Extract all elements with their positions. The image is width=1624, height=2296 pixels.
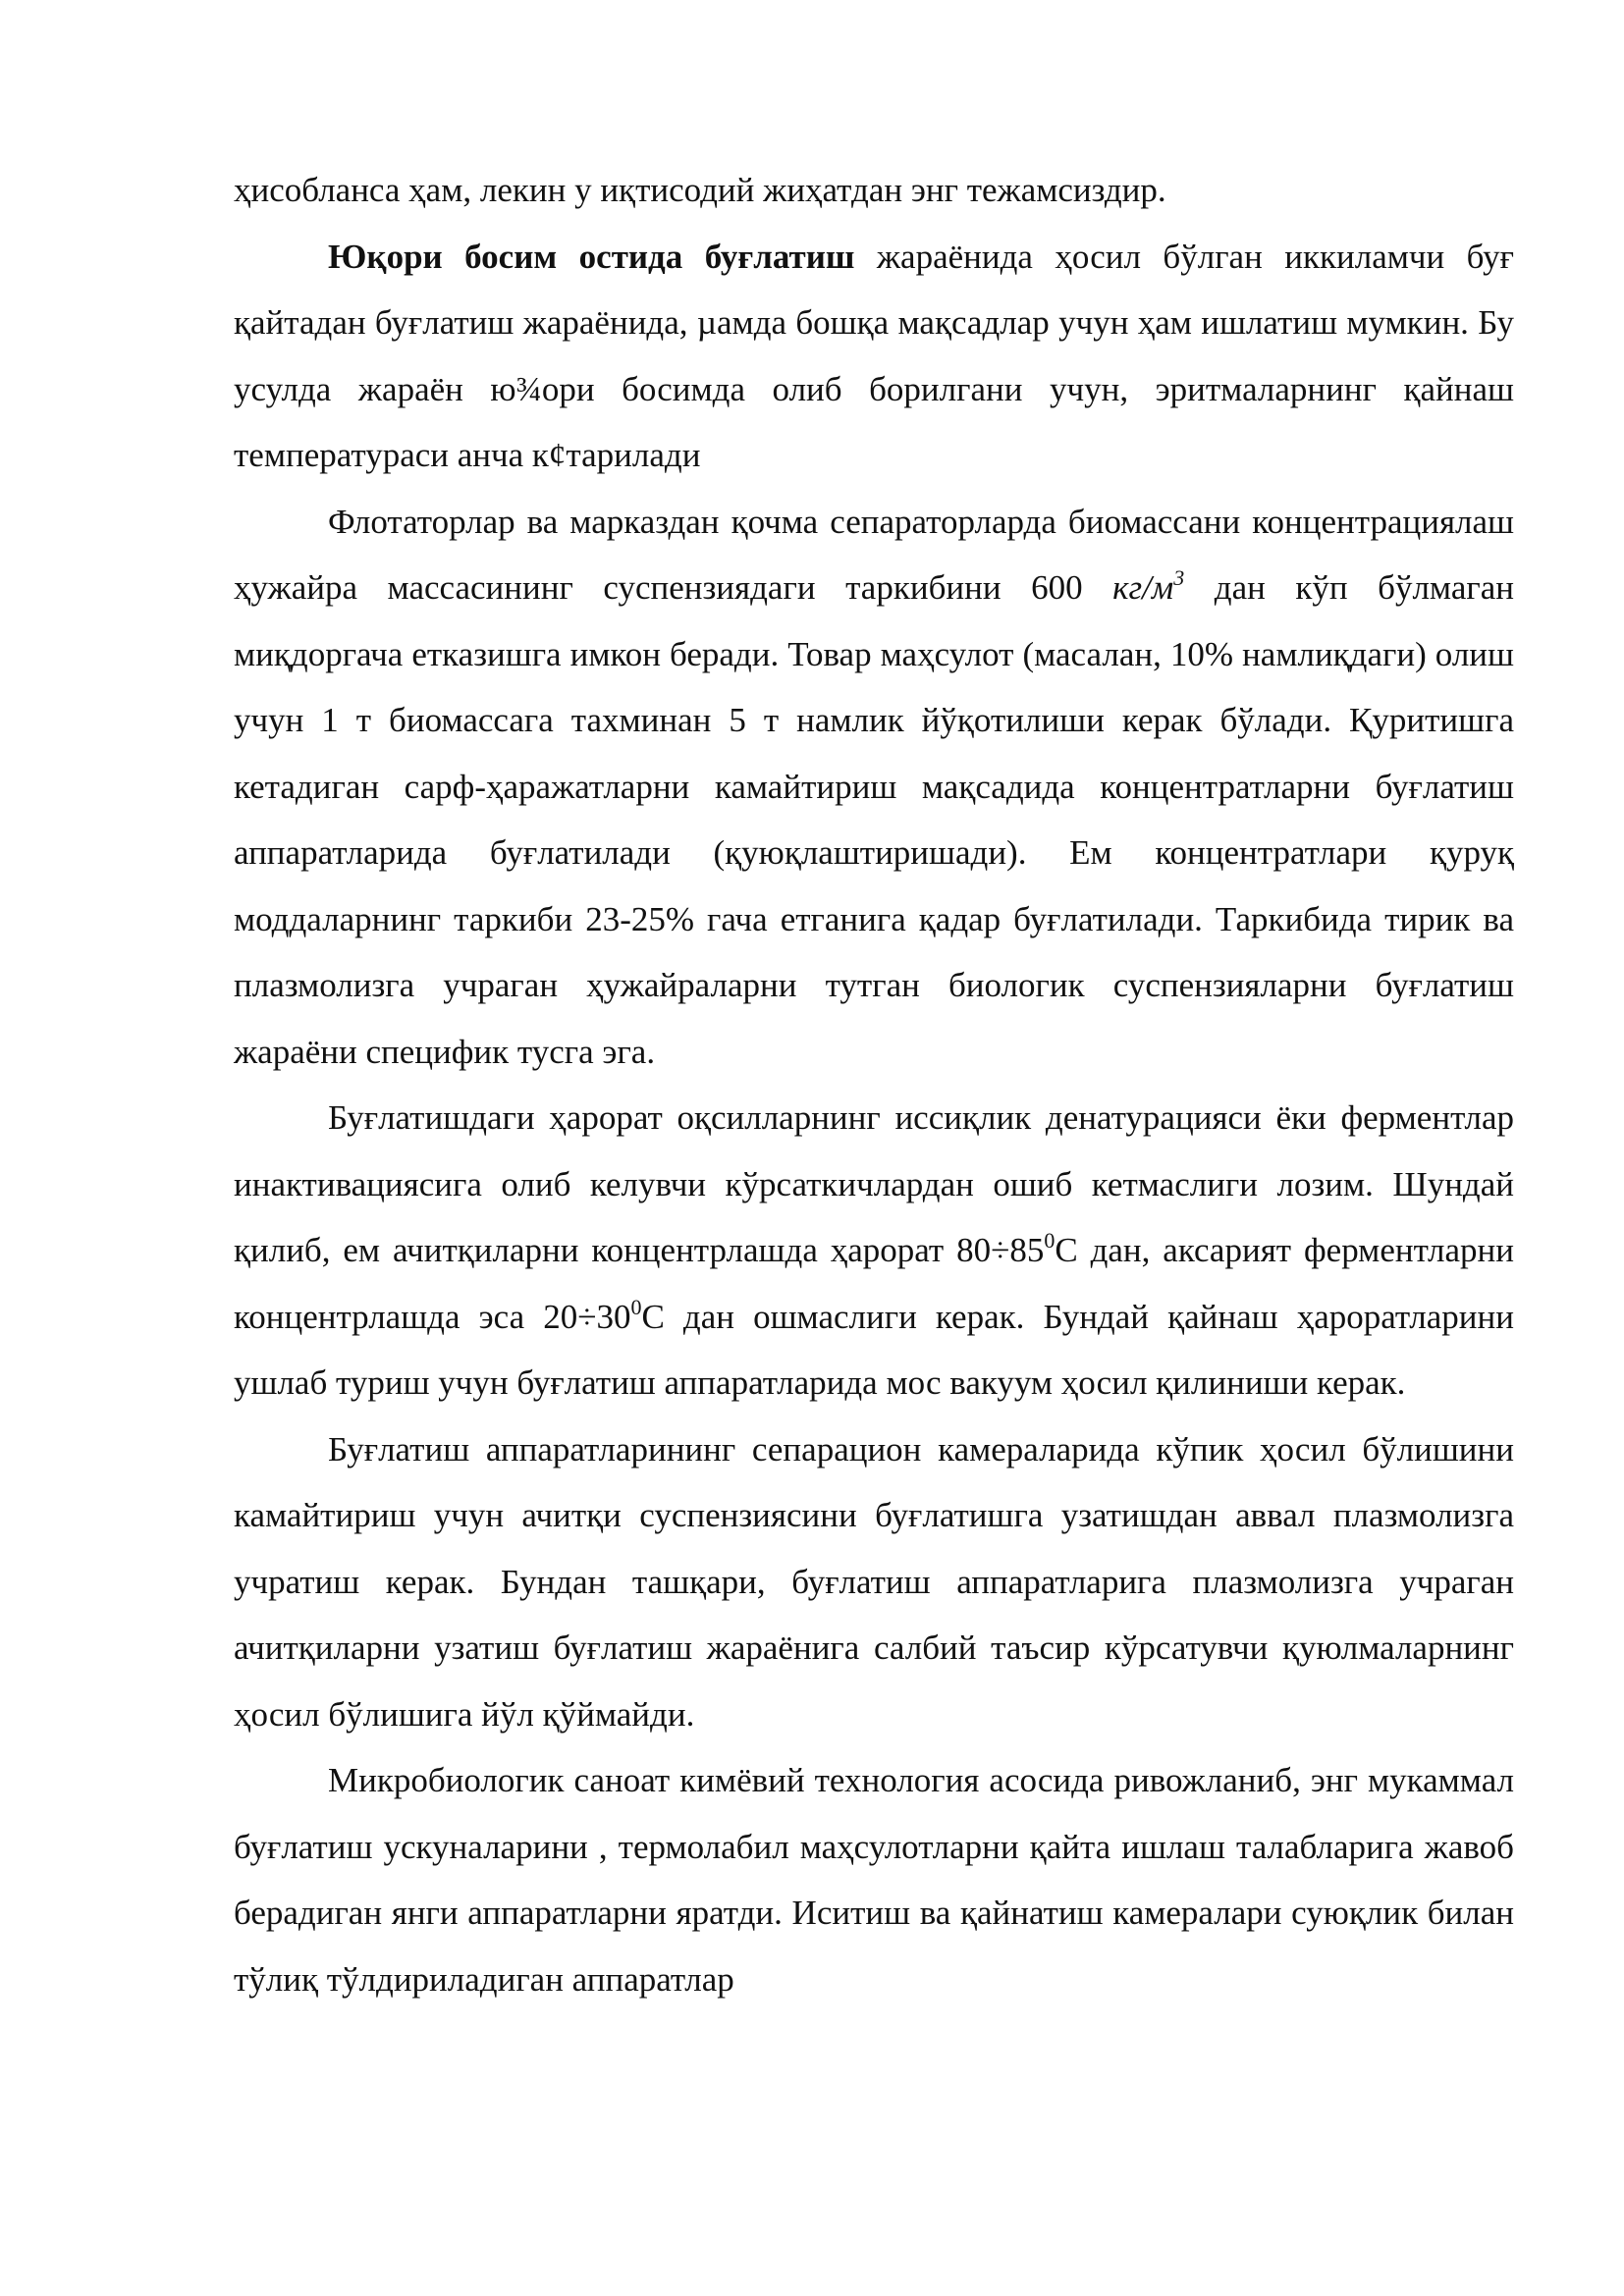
paragraph-microbiological-industry (234, 1747, 1514, 2012)
paragraph-bold-lead: Юқори босим остида буғлатиш (328, 237, 855, 276)
paragraph-temperature (234, 1085, 1514, 1416)
paragraph-separation-chambers (234, 1416, 1514, 1748)
paragraph-high-pressure-evaporation (234, 224, 1514, 489)
paragraph-flotators (234, 489, 1514, 1086)
document-body (234, 157, 1514, 2012)
degree-superscript: 0 (630, 1294, 642, 1319)
paragraph-text: ҳисобланса ҳам, лекин у иқтисодий жиҳатдан энг тежамсиздир. (234, 171, 1166, 209)
paragraph-text: Микробиологик саноат кимёвий технология асосида ривожланиб, энг мукаммал буғлатиш ускуналарини , термолабил маҳсулотларни қайта ишлаш талабларига жавоб берадиган янги аппаратларни яратди. Иситиш ва қайнатиш камералари суюқлик билан тўлиқ тўлдириладиган аппаратлар (234, 1761, 1514, 1999)
paragraph-text: Буғлатиш аппаратларининг сепарацион камераларида кўпик ҳосил бўлишини камайтириш учун ачитқи суспензиясини буғлатишга узатишдан аввал плазмолизга учратиш керак. Бундан ташқари, буғлатиш аппаратларига плазмолизга учраган ачитқиларни узатиш буғлатиш жараёнига салбий таъсир кўрсатувчи қуюлмаларнинг ҳосил бўлишига йўл қўймайди. (234, 1429, 1514, 1734)
unit-superscript: 3 (1173, 565, 1185, 590)
paragraph-text: С дан ошмаслиги керак. Бундай қайнаш ҳароратларини ушлаб туриш учун буғлатиш аппаратларида мос вакуум ҳосил қилиниши керак. (234, 1297, 1514, 1402)
unit-label: $кг/м^3$ (1112, 565, 1185, 607)
paragraph-continuation (234, 157, 1514, 224)
degree-superscript: 0 (1044, 1228, 1056, 1253)
paragraph-text: жараёнида ҳосил бўлган иккиламчи буғ қайтадан буғлатиш жараёнида, µамда бошқа мақсадлар учун ҳам ишлатиш мумкин. Бу усулда жараён ю¾ори босимда олиб борилгани учун, эритмаларнинг қайнаш температураси анча к¢тарилади (234, 237, 1514, 474)
paragraph-text: Флотаторлар ва марказдан қочма сепараторларда биомассани концентрациялаш ҳужайра массасининг суспензиядаги таркибини 600 (234, 502, 1514, 607)
paragraph-text: дан кўп бўлмаган миқдоргача етказишга имкон беради. Товар маҳсулот (масалан, 10% намлиқдаги) олиш учун 1 т биомассага тахминан 5 т намлик йўқотилиши керак бўлади. Қуритишга кетадиган сарф-ҳаражатларни камайтириш мақсадида концентратларни буғлатиш аппаратларида буғлатилади (қуюқлаштиришади). Ем концентратлари қуруқ моддаларнинг таркиби 23-25% гача етганига қадар буғлатилади. Таркибида тирик ва плазмолизга учраган ҳужайраларни тутган биологик суспензияларни буғлатиш жараёни специфик тусга эга. (234, 568, 1514, 1071)
paragraph-text: С дан, аксарият ферментларни концентрлашда эса 20÷30 (234, 1231, 1514, 1336)
paragraph-text: Буғлатишдаги ҳарорат оқсилларнинг иссиқлик денатурацияси ёки ферментлар инактивациясига олиб келувчи кўрсаткичлардан ошиб кетмаслиги лозим. Шундай қилиб, ем ачитқиларни концентрлашда ҳарорат 80÷85 (234, 1098, 1514, 1269)
